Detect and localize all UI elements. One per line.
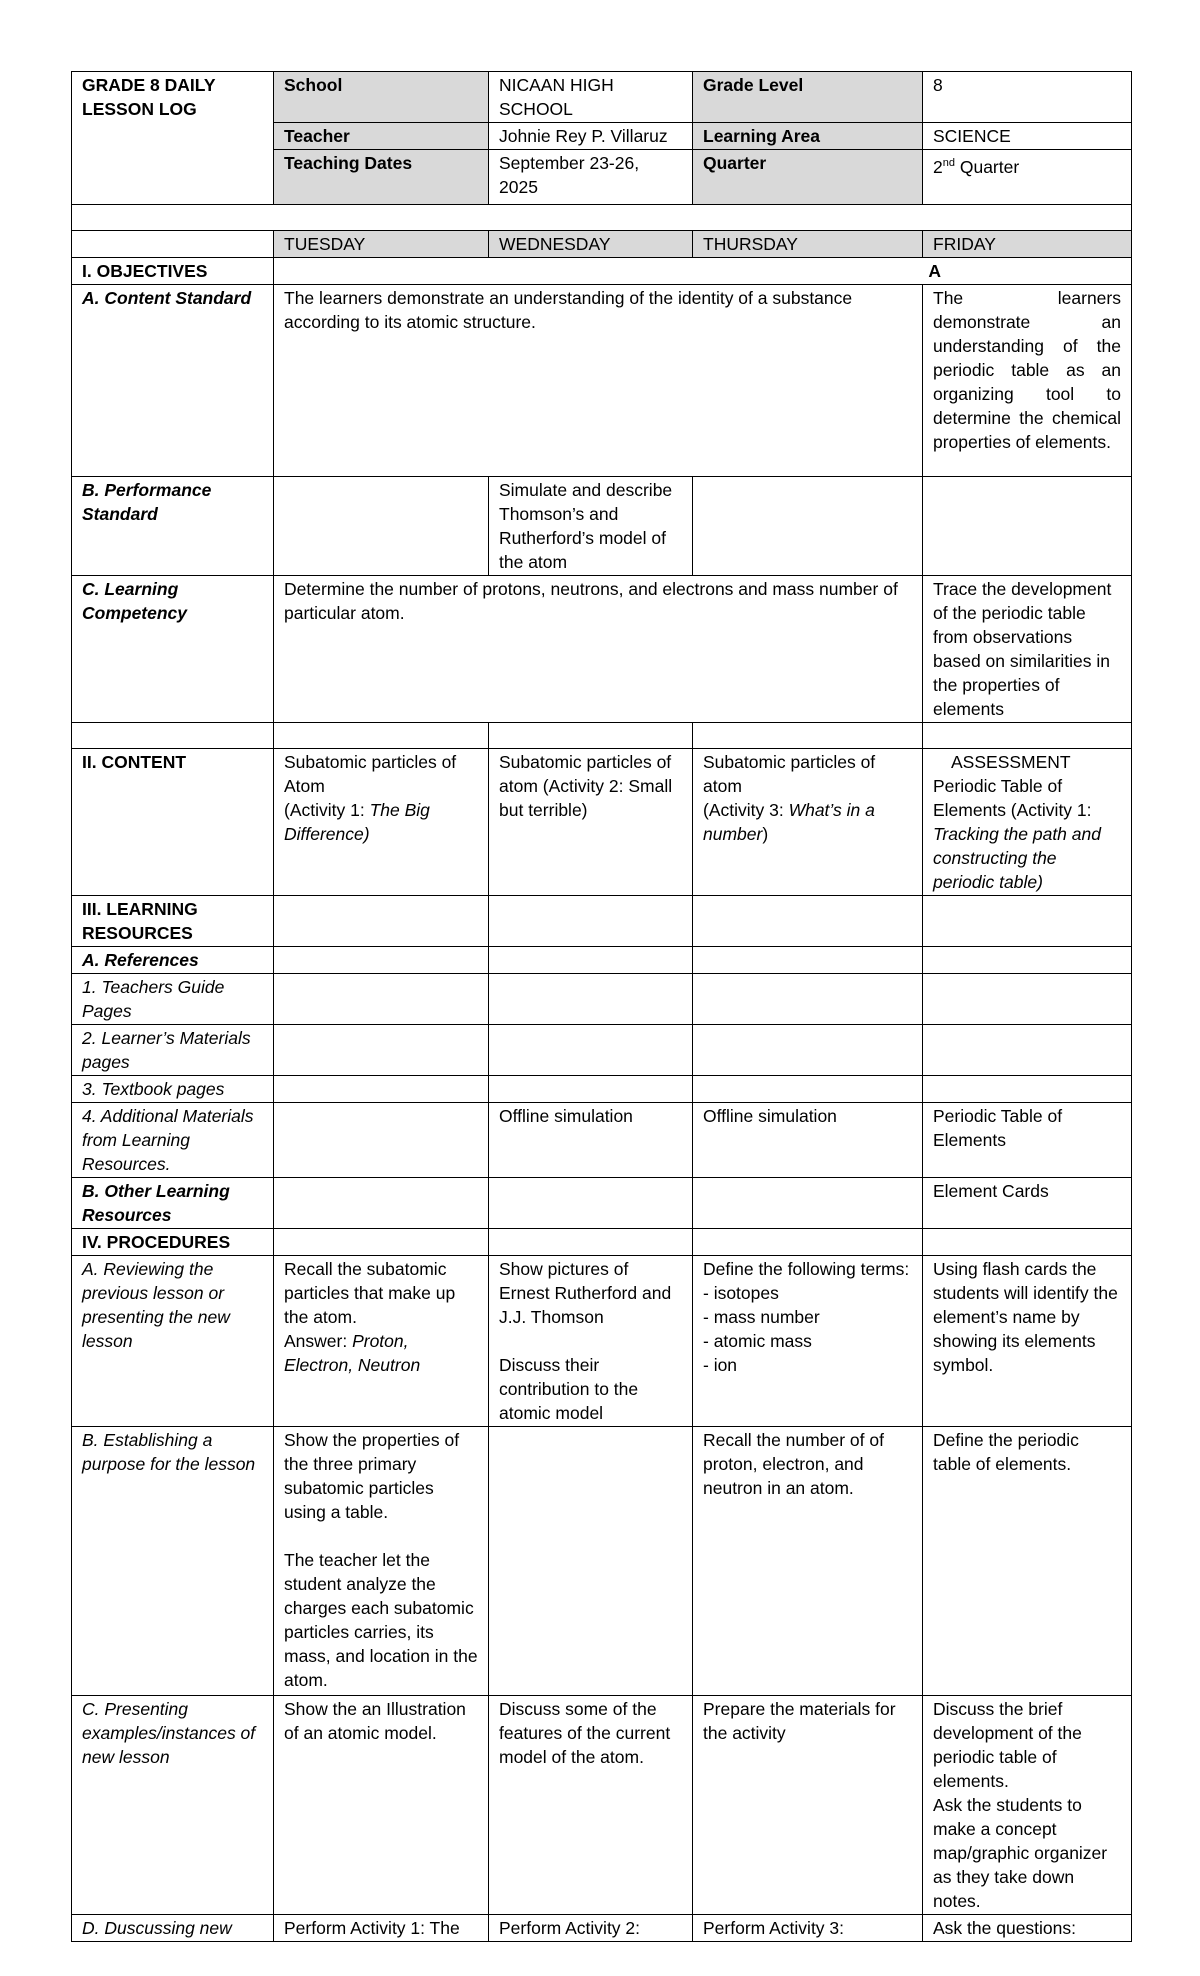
proc-a-tuesday: Recall the subatomic particles that make up the atom. Answer: Proton, Electron, Neutron xyxy=(274,1256,489,1427)
textbook-row xyxy=(72,1076,1132,1103)
lesson-log-table xyxy=(71,71,1132,1942)
content-standard-label: A. Content Standard xyxy=(72,285,274,477)
proc-a-friday: Using flash cards the students will identify the element’s name by showing its elements symbol. xyxy=(923,1256,1132,1427)
grade-level-label: Grade Level xyxy=(693,72,923,123)
proc-a-label: A. Reviewing the previous lesson or presenting the new lesson xyxy=(72,1256,274,1427)
proc-b-friday: Define the periodic table of elements. xyxy=(923,1427,1132,1696)
proc-b-tuesday: Show the properties of the three primary subatomic particles using a table. The teacher let the student analyze the charges each subatomic particles carries, its mass, and location in the atom. xyxy=(274,1427,489,1696)
additional-row xyxy=(72,1103,1132,1178)
teacher-label: Teacher xyxy=(274,123,489,150)
term-item: - mass number xyxy=(703,1307,820,1327)
content-standard-friday: The learners demonstrate an understanding of the periodic table as an organizing tool to determine the chemical properties of elements. xyxy=(923,285,1132,477)
proc-c-thursday: Prepare the materials for the activity xyxy=(693,1696,923,1915)
performance-standard-row xyxy=(72,477,1132,576)
proc-d-label: D. Duscussing new xyxy=(72,1915,274,1942)
quarter-value: 2nd Quarter xyxy=(923,150,1132,205)
procedures-label: IV. PROCEDURES xyxy=(72,1229,274,1256)
days-row xyxy=(72,231,1132,258)
proc-c-tuesday: Show the an Illustration of an atomic model. xyxy=(274,1696,489,1915)
day-wednesday: WEDNESDAY xyxy=(489,231,693,258)
competency-friday: Trace the development of the periodic table from observations based on similarities in the properties of elements xyxy=(923,576,1132,723)
content-standard-text: The learners demonstrate an understanding of the identity of a substance according to its atomic structure. xyxy=(274,285,923,477)
day-friday: FRIDAY xyxy=(923,231,1132,258)
performance-standard-label: B. Performance Standard xyxy=(72,477,274,576)
content-thursday: Subatomic particles of atom (Activity 3: What’s in a number) xyxy=(693,749,923,896)
content-row xyxy=(72,749,1132,896)
objectives-row xyxy=(72,258,1132,285)
proc-a-wednesday: Show pictures of Ernest Rutherford and J.J. Thomson Discuss their contribution to the atomic model xyxy=(489,1256,693,1427)
other-resources-row xyxy=(72,1178,1132,1229)
proc-d-friday: Ask the questions: xyxy=(923,1915,1132,1942)
spacer-row-2 xyxy=(72,723,1132,749)
grade-level-value: 8 xyxy=(923,72,1132,123)
proc-c-friday: Discuss the brief development of the periodic table of elements. Ask the students to make a concept map/graphic organizer as they take down notes. xyxy=(923,1696,1132,1915)
log-title: GRADE 8 DAILY LESSON LOG xyxy=(72,72,274,205)
proc-d-tuesday: Perform Activity 1: The xyxy=(274,1915,489,1942)
proc-b-row xyxy=(72,1427,1132,1696)
teaching-dates-label: Teaching Dates xyxy=(274,150,489,205)
proc-a-row xyxy=(72,1256,1132,1427)
tg-label: 1. Teachers Guide Pages xyxy=(72,974,274,1025)
quarter-label: Quarter xyxy=(693,150,923,205)
competency-row xyxy=(72,576,1132,723)
additional-thursday: Offline simulation xyxy=(693,1103,923,1178)
other-resources-friday: Element Cards xyxy=(923,1178,1132,1229)
resources-label: III. LEARNING RESOURCES xyxy=(72,896,274,947)
teacher-value: Johnie Rey P. Villaruz xyxy=(489,123,693,150)
content-label: II. CONTENT xyxy=(72,749,274,896)
competency-text: Determine the number of protons, neutrons, and electrons and mass number of particular atom. xyxy=(274,576,923,723)
content-friday: ASSESSMENT Periodic Table of Elements (Activity 1: Tracking the path and constructing the periodic table) xyxy=(923,749,1132,896)
proc-d-row xyxy=(72,1915,1132,1942)
learning-area-label: Learning Area xyxy=(693,123,923,150)
proc-d-wednesday: Perform Activity 2: xyxy=(489,1915,693,1942)
proc-c-row xyxy=(72,1696,1132,1915)
proc-d-thursday: Perform Activity 3: xyxy=(693,1915,923,1942)
proc-b-label: B. Establishing a purpose for the lesson xyxy=(72,1427,274,1696)
term-item: - atomic mass xyxy=(703,1331,812,1351)
day-thursday: THURSDAY xyxy=(693,231,923,258)
term-item: - ion xyxy=(703,1355,738,1375)
additional-label: 4. Additional Materials from Learning Resources. xyxy=(72,1103,274,1178)
content-standard-row xyxy=(72,285,1132,477)
content-wednesday: Subatomic particles of atom (Activity 2: Small but terrible) xyxy=(489,749,693,896)
proc-c-wednesday: Discuss some of the features of the current model of the atom. xyxy=(489,1696,693,1915)
learning-area-value: SCIENCE xyxy=(923,123,1132,150)
objectives-label: I. OBJECTIVES xyxy=(72,258,274,285)
textbook-label: 3. Textbook pages xyxy=(72,1076,274,1103)
teaching-dates-value: September 23-26, 2025 xyxy=(489,150,693,205)
procedures-row xyxy=(72,1229,1132,1256)
day-tuesday: TUESDAY xyxy=(274,231,489,258)
other-resources-label: B. Other Learning Resources xyxy=(72,1178,274,1229)
term-item: - isotopes xyxy=(703,1283,779,1303)
references-label: A. References xyxy=(72,947,274,974)
school-label: School xyxy=(274,72,489,123)
references-row xyxy=(72,947,1132,974)
performance-standard-wednesday: Simulate and describe Thomson’s and Rutherford’s model of the atom xyxy=(489,477,693,576)
competency-label: C. Learning Competency xyxy=(72,576,274,723)
lm-row xyxy=(72,1025,1132,1076)
tg-row xyxy=(72,974,1132,1025)
objectives-mark: A xyxy=(274,258,1132,285)
spacer-row xyxy=(72,205,1132,231)
proc-c-label: C. Presenting examples/instances of new lesson xyxy=(72,1696,274,1915)
proc-a-thursday: Define the following terms: - isotopes - mass number - atomic mass - ion xyxy=(693,1256,923,1427)
header-row-school xyxy=(72,72,1132,123)
additional-wednesday: Offline simulation xyxy=(489,1103,693,1178)
school-value: NICAAN HIGH SCHOOL xyxy=(489,72,693,123)
content-tuesday: Subatomic particles of Atom (Activity 1: The Big Difference) xyxy=(274,749,489,896)
additional-friday: Periodic Table of Elements xyxy=(923,1103,1132,1178)
resources-row xyxy=(72,896,1132,947)
proc-b-thursday: Recall the number of of proton, electron, and neutron in an atom. xyxy=(693,1427,923,1696)
lm-label: 2. Learner’s Materials pages xyxy=(72,1025,274,1076)
